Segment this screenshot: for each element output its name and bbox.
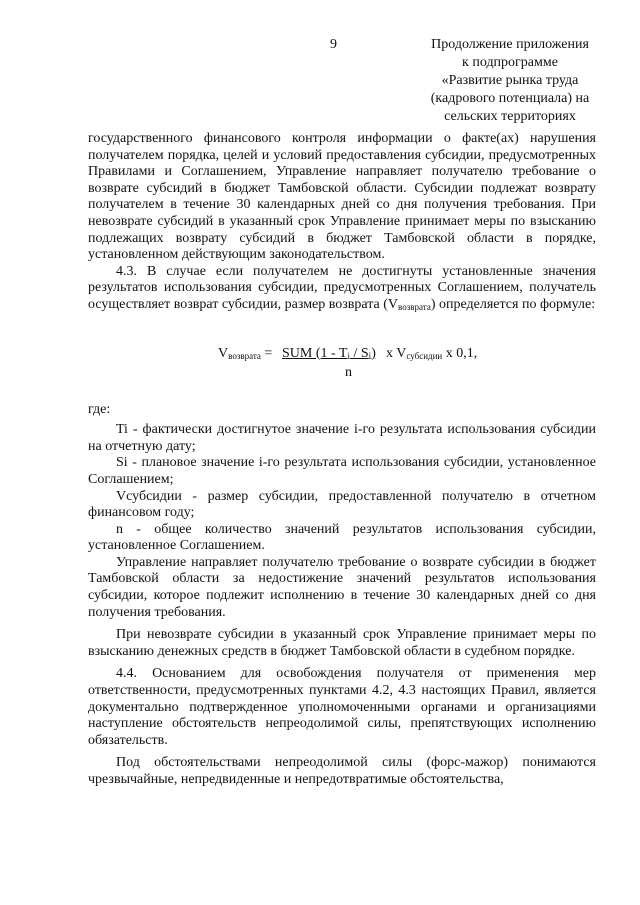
formula-numerator: SUM $(1 - T_i / S_i)$: [282, 345, 376, 361]
document-body: [88, 131, 596, 789]
header-line: Продолжение приложения: [431, 37, 589, 52]
formula-denominator: n: [345, 364, 352, 380]
paragraph-force-majeure: Под обстоятельствами непреодолимой силы (форс-мажор) понимаются чрезвычайные, непредвиденные и непредотвратимые обстоятельства,: [88, 755, 596, 787]
return-formula: [88, 338, 596, 380]
paragraph-4-3: [88, 264, 596, 316]
formula-multiplier: x $V_{субсидии}$ x 0,1,: [386, 345, 478, 361]
definition-si: Si - плановое значение i-го результата использования субсидии, установленное Соглашением;: [88, 455, 596, 487]
paragraph-control-info: государственного финансового контроля информации о факте(ах) нарушения получателем порядка, целей и условий предоставления субсидии, предусмотренных Правилами и Соглашением, Управление направляет получателю требование о возврате субсидий в бюджет Тамбовской области. Субсидии подлежат возврату получателем в течение 30 календарных дней со дня получения требования. При невозврате субсидий в указанный срок Управление принимает меры по взысканию подлежащих возврату субсидий в бюджет Тамбовской области в порядке, установленном действующим законодательством.: [88, 131, 596, 263]
definition-vsub: Vсубсидии - размер субсидии, предоставленной получателю в отчетном финансовом году;: [88, 488, 596, 521]
paragraph-requirement: Управление направляет получателю требование о возврате субсидии в бюджет Тамбовской области за недостижение значений результатов использования субсидии, которое подлежит исполнению в течение 30 календарных дней со дня получения требования.: [88, 554, 596, 620]
appendix-header: [410, 36, 610, 126]
definition-n: n - общее количество значений результатов использования субсидии, установленное Соглашением.: [88, 521, 596, 554]
formula-left: $V_{возврата}$ =: [218, 345, 273, 361]
header-line: «Развитие рынка труда: [441, 73, 579, 88]
paragraph-4-4: 4.4. Основанием для освобождения получателя от применения мер ответственности, предусмотренных пунктами 4.2, 4.3 настоящих Правил, является документально подтвержденное уполномоченными органами и организациями наступление обстоятельств непреодолимой силы, препятствующих исполнению обязательств.: [88, 666, 596, 748]
definition-ti: Ti - фактически достигнутое значение i-го результата использования субсидии на отчетную дату;: [88, 422, 596, 454]
paragraph-4-3-end: ) определяется по формуле:: [430, 296, 596, 312]
v-return-subscript: возврата: [398, 301, 431, 312]
header-line: сельских территориях: [444, 109, 576, 124]
header-line: к подпрограмме: [462, 55, 558, 70]
where-label: где:: [88, 401, 111, 417]
paragraph-4-3-start: 4.3. В случае если получателем не достигнуты установленные значения результатов использования субсидии, предусмотренных Соглашением, получатель осуществляет возврат субсидии, размер возврата (V: [88, 263, 596, 312]
page-number: 9: [330, 37, 337, 52]
header-line: (кадрового потенциала) на: [430, 91, 590, 106]
paragraph-court: При невозврате субсидии в указанный срок Управление принимает меры по взысканию денежных средств в бюджет Тамбовской области в судебном порядке.: [88, 627, 596, 659]
